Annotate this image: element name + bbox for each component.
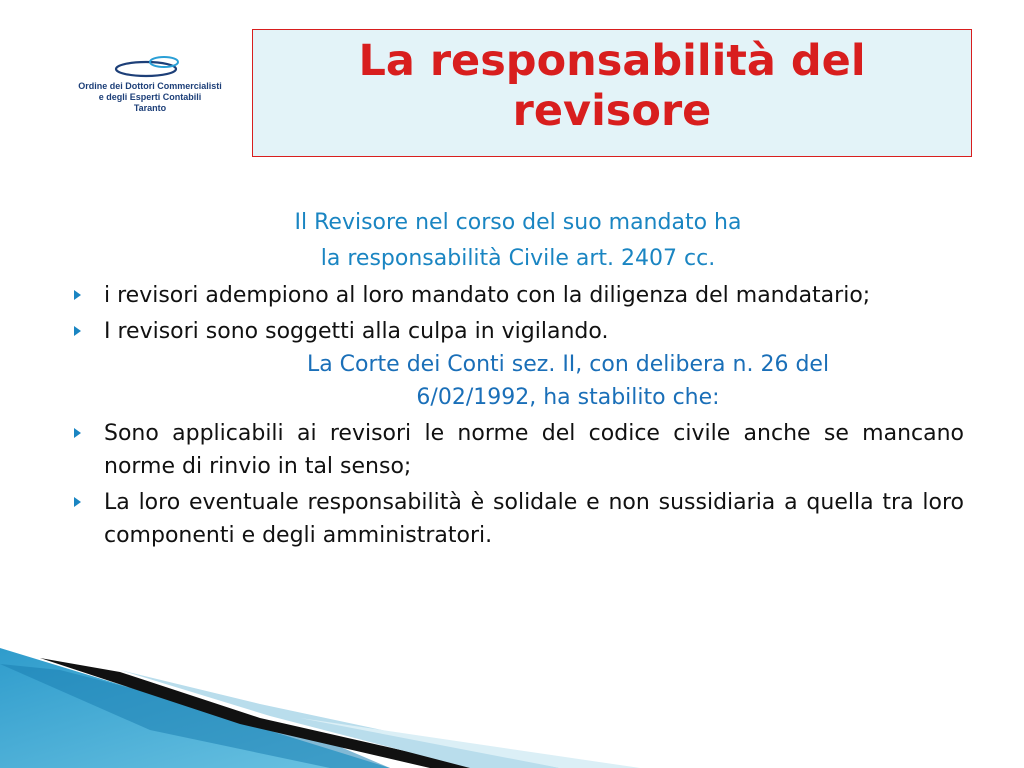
bullet-arrow-icon [74,497,81,507]
logo-line-3: Taranto [133,103,167,113]
logo-line-2: e degli Esperti Contabili [98,92,202,102]
corner-wave-decoration [0,600,1024,768]
bullet-text: La loro eventuale responsabilità è solidale e non sussidiaria a quella tra loro componenti e degli amministratori. [104,490,964,548]
bullet-arrow-icon [74,290,81,300]
bullet-arrow-icon [74,326,81,336]
title-box [252,29,972,157]
bullet-text: Sono applicabili ai revisori le norme del codice civile anche se mancano norme di rinvio in tal senso; [104,421,964,479]
logo-line-1: Ordine dei Dottori Commercialisti [78,81,222,91]
bullet-item [72,279,964,312]
bullet-arrow-icon [74,428,81,438]
slide-title-line-1: La responsabilità del [358,36,866,86]
slide-title [358,36,865,136]
bullet-text: i revisori adempiono al loro mandato con la diligenza del mandatario; [104,283,871,308]
slide-title-line-2: revisore [512,86,712,136]
bullet-item [72,417,964,483]
logo-text [62,81,238,114]
intro-line-2: la responsabilità Civile art. 2407 cc. [320,246,716,271]
logo-swoosh-icon [112,52,192,80]
corte-dei-conti-note [72,348,964,414]
slide-content [72,206,964,552]
intro-line-1: Il Revisore nel corso del suo mandato ha [294,210,742,235]
bullet-text: I revisori sono soggetti alla culpa in vigilando. [104,319,609,344]
corte-line-2: 6/02/1992, ha stabilito che: [416,385,720,410]
corte-line-1: La Corte dei Conti sez. II, con delibera n. 26 del [306,352,830,377]
logo [62,50,238,120]
bullet-item [72,486,964,552]
bullet-item [72,315,964,348]
